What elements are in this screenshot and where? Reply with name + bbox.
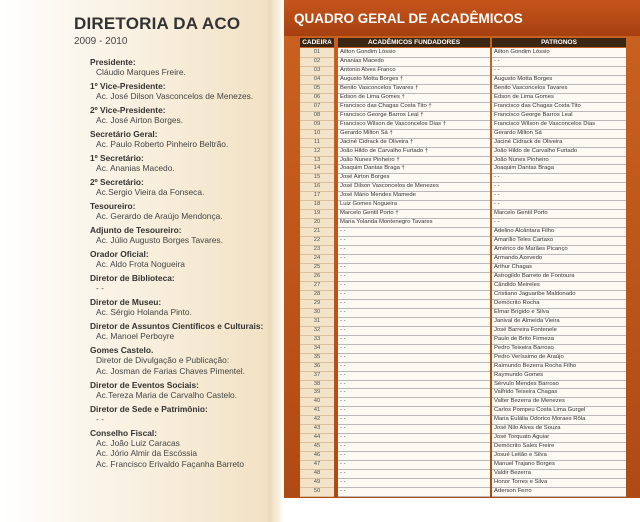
cadeira-number: 14	[300, 164, 334, 174]
board-panel	[0, 0, 268, 522]
cadeira-number: 15	[300, 173, 334, 183]
role-holder: Ac. Sérgio Holanda Pinto.	[96, 307, 192, 317]
board-role	[90, 297, 266, 318]
founder-name: - -	[338, 371, 490, 381]
founder-name: José Mário Mendes Mamede	[338, 191, 490, 201]
cadeira-number: 33	[300, 335, 334, 345]
role-holder: Ac. Aldo Frota Nogueira	[96, 259, 185, 269]
role-label: 2º Secretário:	[90, 177, 144, 187]
founder-name: - -	[338, 308, 490, 318]
cadeira-number: 31	[300, 317, 334, 327]
founder-name: Francisco das Chagas Costa Tito †	[338, 102, 490, 112]
cadeira-number: 01	[300, 48, 334, 58]
patron-name: Aderson Ferro	[492, 487, 626, 497]
page-fold	[268, 0, 284, 522]
founder-name: Luiz Gomes Nogueira	[338, 200, 490, 210]
patron-name: Francisco George Barros Leal	[492, 111, 626, 121]
patron-name: Joaquim Dantas Braga	[492, 164, 626, 174]
patron-name: Paulo de Brito Firmeza	[492, 335, 626, 345]
founder-name: - -	[338, 245, 490, 255]
academicians-title: QUADRO GERAL DE ACADÊMICOS	[294, 11, 523, 26]
board-role	[90, 177, 266, 198]
board-role	[90, 249, 266, 270]
cadeira-number: 04	[300, 75, 334, 85]
cadeira-number: 12	[300, 147, 334, 157]
patron-name: Josué Leitão e Silva	[492, 451, 626, 461]
founder-name: Francisco Wilson de Vasconcelos Dias †	[338, 120, 490, 130]
board-role	[90, 273, 266, 294]
cadeira-number: 13	[300, 156, 334, 166]
board-title: DIRETORIA DA ACO	[74, 14, 241, 33]
role-holder: Ac. Manoel Perboyre	[96, 331, 175, 341]
patron-name: - -	[492, 66, 626, 76]
role-label: Conselho Fiscal:	[90, 427, 158, 438]
cadeira-number: 43	[300, 424, 334, 434]
patron-name: Benito Vasconcelos Tavares	[492, 84, 626, 94]
patron-name: Arthur Chagas	[492, 263, 626, 273]
founder-name: Edson de Lima Gomes †	[338, 93, 490, 103]
founder-name: - -	[338, 254, 490, 264]
role-label: Diretor de Sede e Patrimônio:	[90, 403, 208, 414]
patronos-header: PATRONOS	[492, 38, 626, 47]
patron-name: Carlos Pompeu Costa Lima Gurgel	[492, 406, 626, 416]
patron-name: Cândido Meireles	[492, 281, 626, 291]
patron-name: Astrogildo Barreto de Fontoura	[492, 272, 626, 282]
patron-name: Gerardo Milton Sá	[492, 129, 626, 139]
patron-name: José Barreira Fontenele	[492, 326, 626, 336]
founder-name: - -	[338, 272, 490, 282]
patron-name: Marcelo Gentil Porto	[492, 209, 626, 219]
role-holder: Cláudio Marques Freire.	[96, 67, 186, 77]
cadeira-number: 35	[300, 353, 334, 363]
founder-name: - -	[338, 433, 490, 443]
cadeira-number: 24	[300, 254, 334, 264]
patron-name: Valfrido Teixeira Chagas	[492, 388, 626, 398]
founder-name: João Nunes Pinheiro †	[338, 156, 490, 166]
patron-name: Francisco das Chagas Costa Tito	[492, 102, 626, 112]
board-role	[90, 380, 266, 401]
board-role	[90, 404, 266, 425]
role-holder: Ac. Júlio Augusto Borges Tavares.	[96, 235, 223, 245]
role-label: 1º Vice-Presidente:	[90, 81, 166, 91]
founder-name: José Airton Borges	[338, 173, 490, 183]
founder-name: Benito Vasconcelos Tavares †	[338, 84, 490, 94]
cadeira-number: 22	[300, 236, 334, 246]
role-holder: Ac. Gerardo de Araújo Mendonça.	[96, 211, 223, 221]
role-holder: Ac. José Dilson Vasconcelos de Menezes.	[96, 91, 254, 101]
cadeira-number: 05	[300, 84, 334, 94]
cadeira-number: 02	[300, 57, 334, 67]
patron-name: Adelino Alcântara Filho	[492, 227, 626, 237]
cadeira-number: 23	[300, 245, 334, 255]
patron-name: Maria Eulália Odorico Moraes Rôla	[492, 415, 626, 425]
cadeira-number: 11	[300, 138, 334, 148]
founder-name: - -	[338, 388, 490, 398]
cadeira-number: 50	[300, 487, 334, 497]
board-role	[90, 345, 266, 376]
founder-name: Ailton Gondim Lóssio	[338, 48, 490, 58]
founder-name: - -	[338, 478, 490, 488]
patron-name: Elmar Brígido e Silva	[492, 308, 626, 318]
founder-name: - -	[338, 335, 490, 345]
patron-name: José Nilo Alves de Souza	[492, 424, 626, 434]
patron-name: Pedro Veríssimo de Araújo	[492, 353, 626, 363]
founder-name: - -	[338, 344, 490, 354]
role-holder: - -	[96, 283, 104, 293]
role-holder: Ac.Tereza Maria de Carvalho Castelo.	[96, 389, 238, 400]
role-holder: Ac. Paulo Roberto Pinheiro Beltrão.	[96, 139, 229, 149]
founder-name: José Dilson Vasconcelos de Menezes	[338, 182, 490, 192]
role-label: Diretor de Assuntos Científicos e Culturais:	[90, 321, 264, 331]
founder-name: - -	[338, 281, 490, 291]
role-holder: Ac. José Airton Borges.	[96, 115, 184, 125]
founder-name: Gerardo Milton Sá †	[338, 129, 490, 139]
founder-name: Joaquim Dantas Braga †	[338, 164, 490, 174]
founder-name: - -	[338, 362, 490, 372]
patron-name: Demócrito Rocha	[492, 299, 626, 309]
role-label: 2º Vice-Presidente:	[90, 105, 166, 115]
patron-name: - -	[492, 191, 626, 201]
board-role	[90, 129, 266, 150]
founder-name: Ananias Macedo	[338, 57, 490, 67]
patron-name: Valter Bezerra de Menezes	[492, 397, 626, 407]
founder-name: Francisco George Barros Leal †	[338, 111, 490, 121]
board-roles-list	[90, 57, 266, 473]
patron-name: José Torquato Aguiar	[492, 433, 626, 443]
cadeira-number: 48	[300, 469, 334, 479]
cadeira-number: 06	[300, 93, 334, 103]
board-role	[90, 153, 266, 174]
founder-name: - -	[338, 326, 490, 336]
patron-name: Pedro Teixeira Barroso	[492, 344, 626, 354]
role-label: Gomes Castelo.	[90, 345, 154, 355]
patron-name: Demócrito Sales Freire	[492, 442, 626, 452]
role-holder: Ac. Jório Almir da Escóssia	[96, 448, 197, 458]
patron-name: Armando Azevedo	[492, 254, 626, 264]
cadeira-number: 41	[300, 406, 334, 416]
founder-name: - -	[338, 380, 490, 390]
patron-name: Raymundo Gomes	[492, 371, 626, 381]
founder-name: - -	[338, 317, 490, 327]
founder-name: - -	[338, 299, 490, 309]
cadeira-number: 26	[300, 272, 334, 282]
cadeira-number: 32	[300, 326, 334, 336]
cadeira-number: 29	[300, 299, 334, 309]
cadeira-number: 21	[300, 227, 334, 237]
academicians-table	[284, 0, 640, 522]
board-role	[90, 321, 266, 342]
patron-name: - -	[492, 200, 626, 210]
patron-name: Valdir Bezerra	[492, 469, 626, 479]
cadeira-number: 45	[300, 442, 334, 452]
cadeira-number: 28	[300, 290, 334, 300]
cadeira-number: 49	[300, 478, 334, 488]
founder-name: Augusto Motta Borges †	[338, 75, 490, 85]
cadeira-number: 09	[300, 120, 334, 130]
role-label: Tesoureiro:	[90, 201, 136, 211]
founder-name: - -	[338, 236, 490, 246]
patron-name: Raimundo Bezerra Rocha Filho	[492, 362, 626, 372]
patron-name: Francisco Wilson de Vasconcelos Dias	[492, 120, 626, 130]
cadeira-number: 42	[300, 415, 334, 425]
patron-name: - -	[492, 182, 626, 192]
role-label: Orador Oficial:	[90, 249, 149, 259]
founder-name: - -	[338, 397, 490, 407]
founder-name: - -	[338, 227, 490, 237]
patron-name: Jaciné Cidrack de Oliveira	[492, 138, 626, 148]
founder-name: Antonio Alves Franco	[338, 66, 490, 76]
role-label: Adjunto de Tesoureiro:	[90, 225, 182, 235]
founder-name: - -	[338, 451, 490, 461]
patron-name: Honor Torres e Silva	[492, 478, 626, 488]
cadeira-header: CADEIRA	[300, 38, 334, 47]
patron-name: Cristiano Jaguaribe Maldonado	[492, 290, 626, 300]
board-role	[90, 201, 266, 222]
patron-name: Augusto Motta Borges	[492, 75, 626, 85]
cadeira-number: 07	[300, 102, 334, 112]
cadeira-number: 46	[300, 451, 334, 461]
patron-name: João Hildo de Carvalho Furtado	[492, 147, 626, 157]
founder-name: - -	[338, 424, 490, 434]
cadeira-number: 18	[300, 200, 334, 210]
founder-name: - -	[338, 442, 490, 452]
founder-name: - -	[338, 263, 490, 273]
cadeira-number: 10	[300, 129, 334, 139]
patron-name: - -	[492, 218, 626, 228]
role-holder: Ac.Sergio Vieira da Fonseca.	[96, 187, 205, 197]
founder-name: - -	[338, 469, 490, 479]
board-role	[90, 105, 266, 126]
cadeira-number: 47	[300, 460, 334, 470]
patron-name: - -	[492, 173, 626, 183]
patron-name: Janival de Almeida Vieira	[492, 317, 626, 327]
role-label: 1º Secretário:	[90, 153, 144, 163]
cadeira-number: 34	[300, 344, 334, 354]
founder-name: Maria Yolanda Montenegro Tavares	[338, 218, 490, 228]
role-holder: Diretor de Divulgação e Publicação:	[96, 355, 230, 365]
role-label: Diretor de Eventos Sociais:	[90, 379, 199, 390]
cadeira-number: 19	[300, 209, 334, 219]
role-holder: Ac. Francisco Erivaldo Façanha Barreto	[96, 458, 245, 469]
founder-name: - -	[338, 487, 490, 497]
founder-name: João Hildo de Carvalho Furtado †	[338, 147, 490, 157]
patron-name: Edson de Lima Gomes	[492, 93, 626, 103]
cadeira-number: 39	[300, 388, 334, 398]
role-label: Secretário Geral:	[90, 129, 158, 139]
cadeira-number: 36	[300, 362, 334, 372]
cadeira-number: 03	[300, 66, 334, 76]
cadeira-number: 16	[300, 182, 334, 192]
founder-name: - -	[338, 290, 490, 300]
cadeira-number: 20	[300, 218, 334, 228]
patron-name: Américo de Marães Picanço	[492, 245, 626, 255]
board-period: 2009 - 2010	[74, 36, 128, 47]
cadeira-number: 17	[300, 191, 334, 201]
patron-name: - -	[492, 57, 626, 67]
board-role	[90, 428, 266, 470]
cadeira-number: 25	[300, 263, 334, 273]
patron-name: Amarílio Teles Cartaxo	[492, 236, 626, 246]
founder-name: Marcelo Gentil Porto †	[338, 209, 490, 219]
patron-name: Ailton Gondim Lóssio	[492, 48, 626, 58]
role-label: Presidente:	[90, 57, 136, 67]
founder-name: Jaciné Cidrack de Oliveira †	[338, 138, 490, 148]
board-role	[90, 81, 266, 102]
founder-name: - -	[338, 406, 490, 416]
fundadores-header: ACADÊMICOS FUNDADORES	[338, 38, 490, 47]
cadeira-number: 37	[300, 371, 334, 381]
role-label: Diretor de Biblioteca:	[90, 273, 175, 283]
cadeira-number: 27	[300, 281, 334, 291]
role-label: Diretor de Museu:	[90, 297, 162, 307]
founder-name: - -	[338, 460, 490, 470]
founder-name: - -	[338, 353, 490, 363]
role-holder: Ac. João Luiz Caracas	[96, 437, 180, 448]
board-role	[90, 225, 266, 246]
founder-name: - -	[338, 415, 490, 425]
cadeira-number: 40	[300, 397, 334, 407]
patron-name: João Nunes Pinheiro	[492, 156, 626, 166]
cadeira-number: 08	[300, 111, 334, 121]
cadeira-number: 30	[300, 308, 334, 318]
patron-name: Manuel Trajano Borges	[492, 460, 626, 470]
board-role	[90, 57, 266, 78]
cadeira-number: 44	[300, 433, 334, 443]
role-holder: Ac. Josman de Farias Chaves Pimentel.	[96, 365, 245, 376]
patron-name: Sérvulo Mendes Barroso	[492, 380, 626, 390]
role-holder: Ac. Ananias Macedo.	[96, 163, 175, 173]
cadeira-number: 38	[300, 380, 334, 390]
role-holder: - -	[96, 413, 104, 424]
